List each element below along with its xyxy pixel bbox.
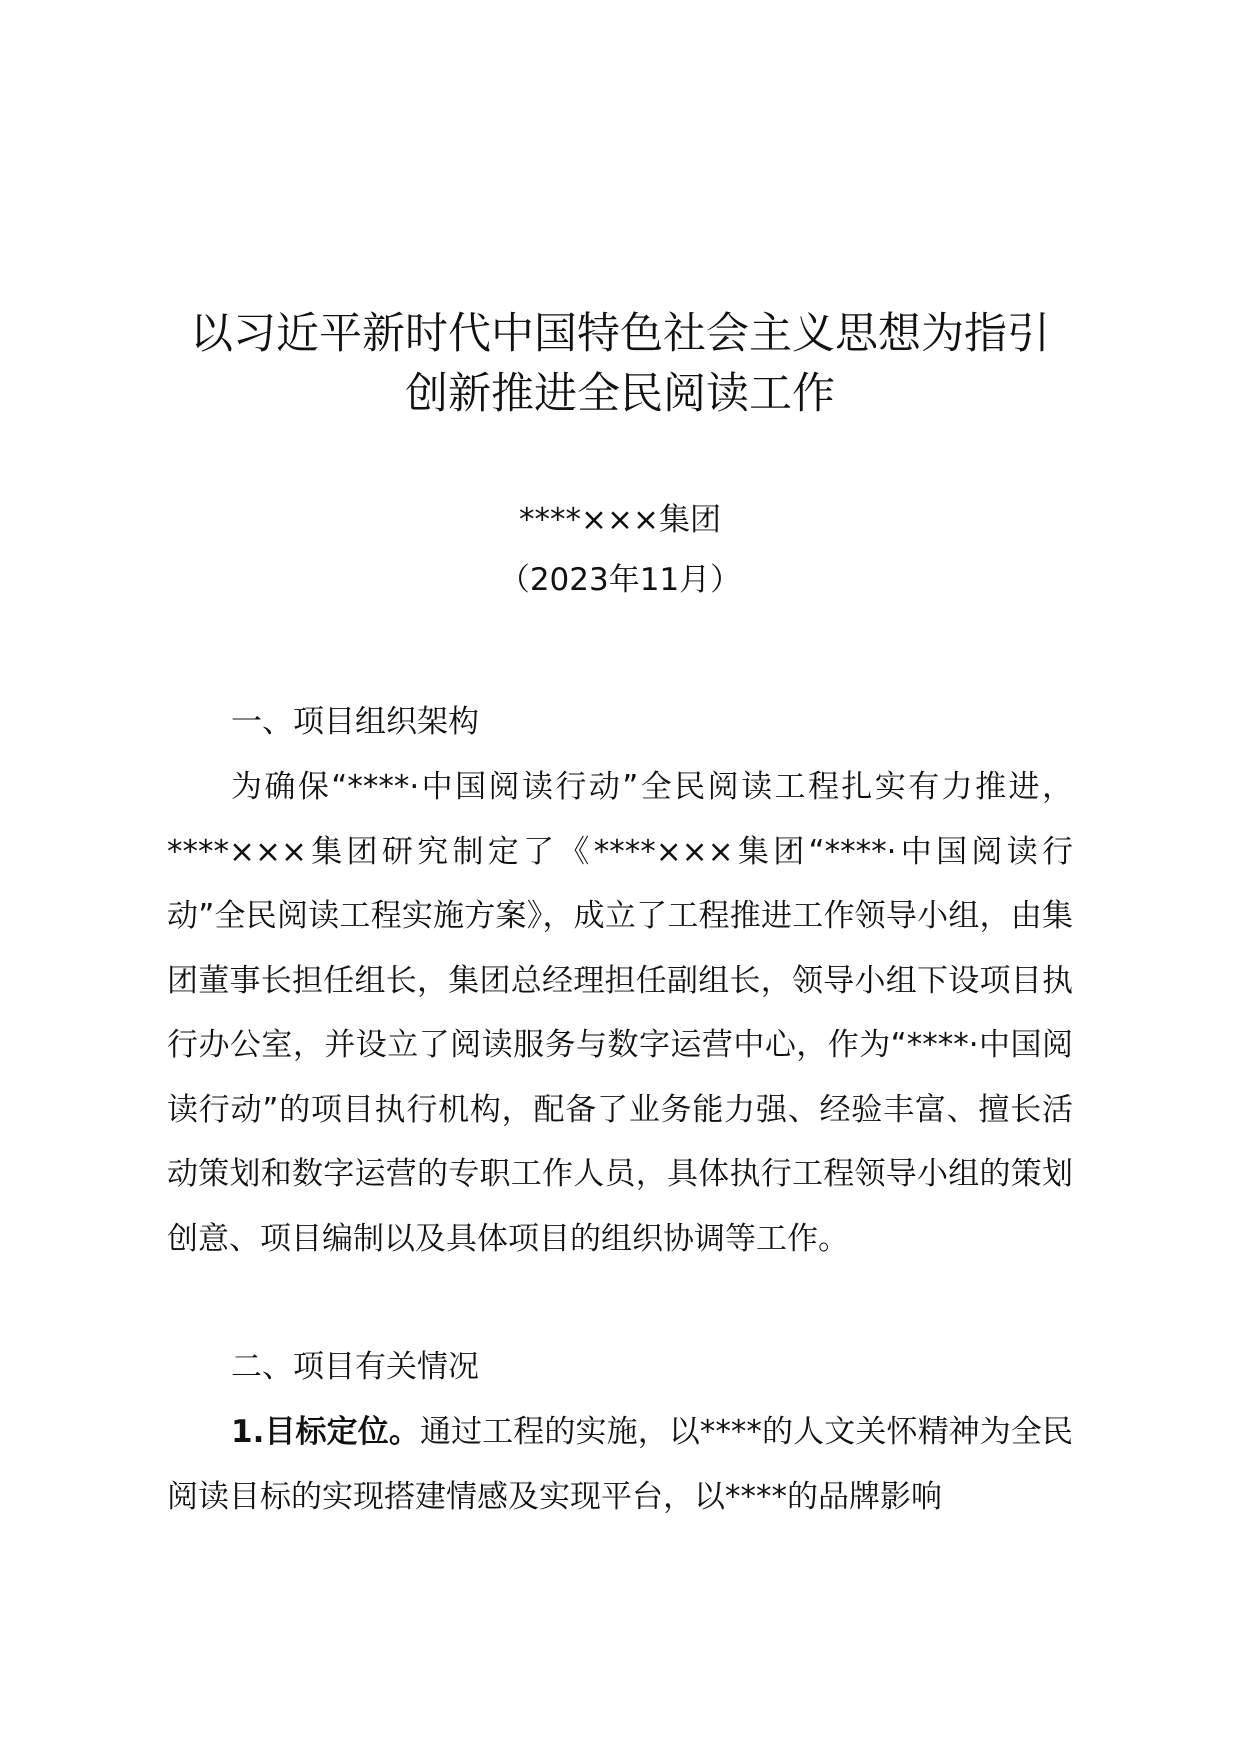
- section-2-heading: 二、项目有关情况: [231, 1349, 479, 1385]
- item-1-label: 1.目标定位。: [231, 1414, 420, 1450]
- document-date: （2023年11月）: [498, 562, 742, 598]
- document-author: ****×××集团: [519, 502, 721, 538]
- item-1-text: 通过工程的实施，以****的人文关怀精神为全民阅读目标的实现搭建情感及实现平台，以****的品牌影响: [167, 1414, 1073, 1515]
- document-title-line-1: 以习近平新时代中国特色社会主义思想为指引: [190, 309, 1050, 359]
- section-1-heading: 一、项目组织架构: [231, 704, 479, 740]
- document-title-line-2: 创新推进全民阅读工作: [405, 369, 835, 419]
- section-1-paragraph: 为确保“****·中国阅读行动”全民阅读工程扎实有力推进，****×××集团研究制定了《****×××集团“****·中国阅读行动”全民阅读工程实施方案》，成立了工程推进工作领导小组，由集团董事长担任组长，集团总经理担任副组长，领导小组下设项目执行办公室，并设立了阅读服务与数字运营中心，作为“****·中国阅读行动”的项目执行机构，配备了业务能力强、经验丰富、擅长活动策划和数字运营的专职工作人员，具体执行工程领导小组的策划创意、项目编制以及具体项目的组织协调等工作。: [167, 769, 1073, 1257]
- section-2-item-1: [167, 1400, 1073, 1529]
